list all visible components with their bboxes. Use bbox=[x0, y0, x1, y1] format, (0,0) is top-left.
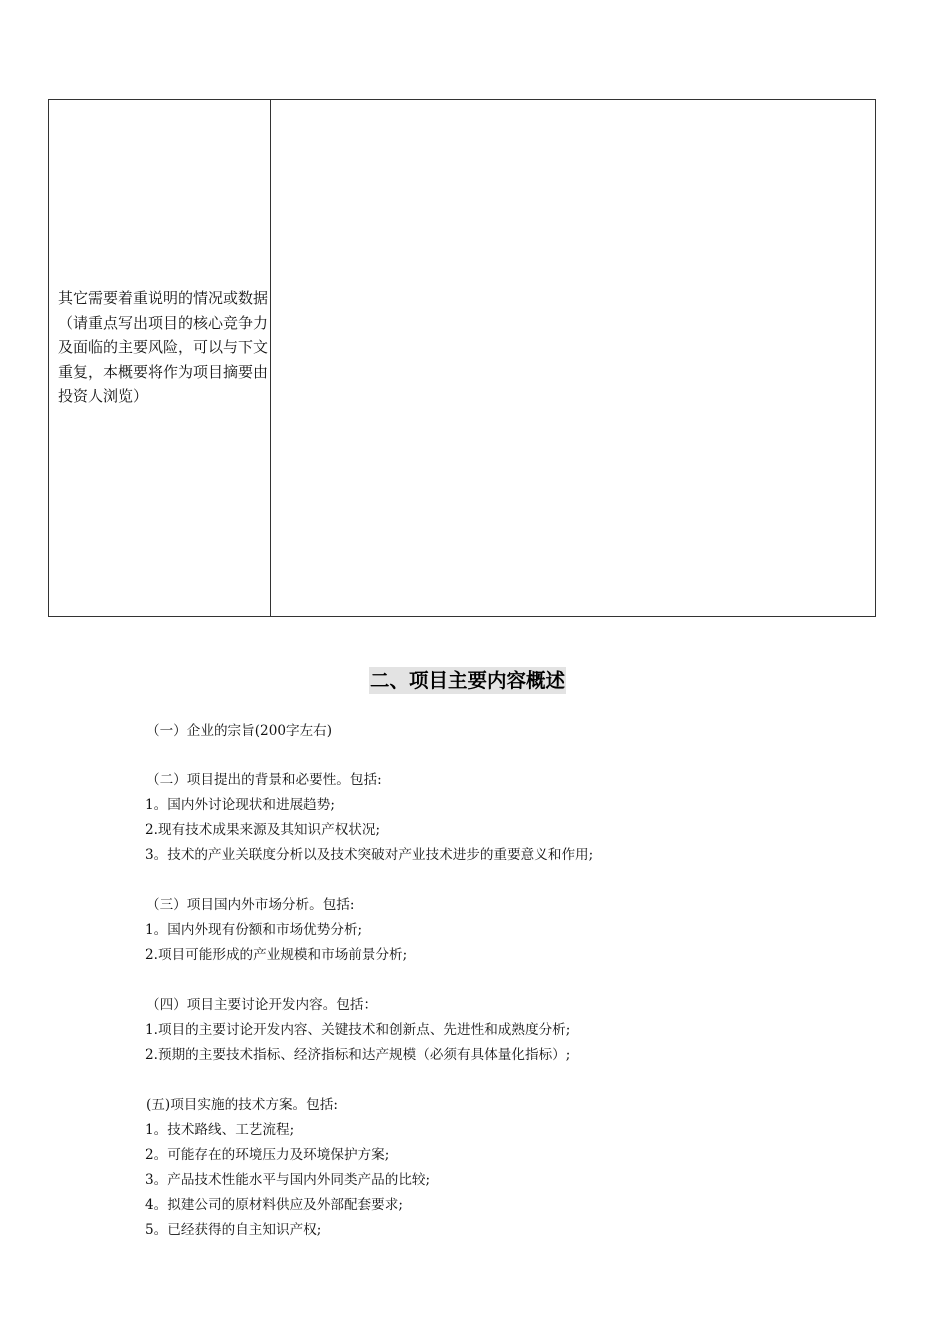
item5-point: 5。已经获得的自主知识产权; bbox=[145, 1222, 322, 1238]
item4-point: 1.项目的主要讨论开发内容、关键技术和创新点、先进性和成熟度分析; bbox=[145, 1022, 571, 1038]
item4-point: 2.预期的主要技术指标、经济指标和达产规模（必须有具体量化指标）; bbox=[145, 1047, 571, 1063]
item2-heading: （二）项目提出的背景和必要性。包括: bbox=[146, 772, 382, 788]
section-title: 二、项目主要内容概述 bbox=[370, 669, 566, 692]
item2-point: 1。国内外讨论现状和进展趋势; bbox=[145, 797, 335, 813]
table-label-cell: 其它需要着重说明的情况或数据（请重点写出项目的核心竞争力及面临的主要风险，可以与下文重复，本概要将作为项目摘要由投资人浏览） bbox=[58, 289, 269, 405]
item3-point: 1。国内外现有份额和市场优势分析; bbox=[145, 922, 363, 938]
item1-heading: （一）企业的宗旨(200字左右) bbox=[146, 723, 333, 739]
item2-point: 2.现有技术成果来源及其知识产权状况; bbox=[145, 822, 381, 838]
item2-point: 3。技术的产业关联度分析以及技术突破对产业技术进步的重要意义和作用; bbox=[145, 847, 594, 863]
item3-point: 2.项目可能形成的产业规模和市场前景分析; bbox=[145, 947, 408, 963]
item5-point: 3。产品技术性能水平与国内外同类产品的比较; bbox=[145, 1172, 431, 1188]
item5-heading: (五)项目实施的技术方案。包括: bbox=[146, 1097, 338, 1113]
item5-point: 1。技术路线、工艺流程; bbox=[145, 1122, 295, 1138]
item5-point: 2。可能存在的环境压力及环境保护方案; bbox=[145, 1147, 390, 1163]
item3-heading: （三）项目国内外市场分析。包括: bbox=[146, 897, 355, 913]
item4-heading: （四）项目主要讨论开发内容。包括： bbox=[146, 997, 378, 1013]
item5-point: 4。拟建公司的原材料供应及外部配套要求; bbox=[145, 1197, 403, 1213]
table-value-cell bbox=[271, 100, 875, 616]
form-table bbox=[48, 99, 876, 617]
